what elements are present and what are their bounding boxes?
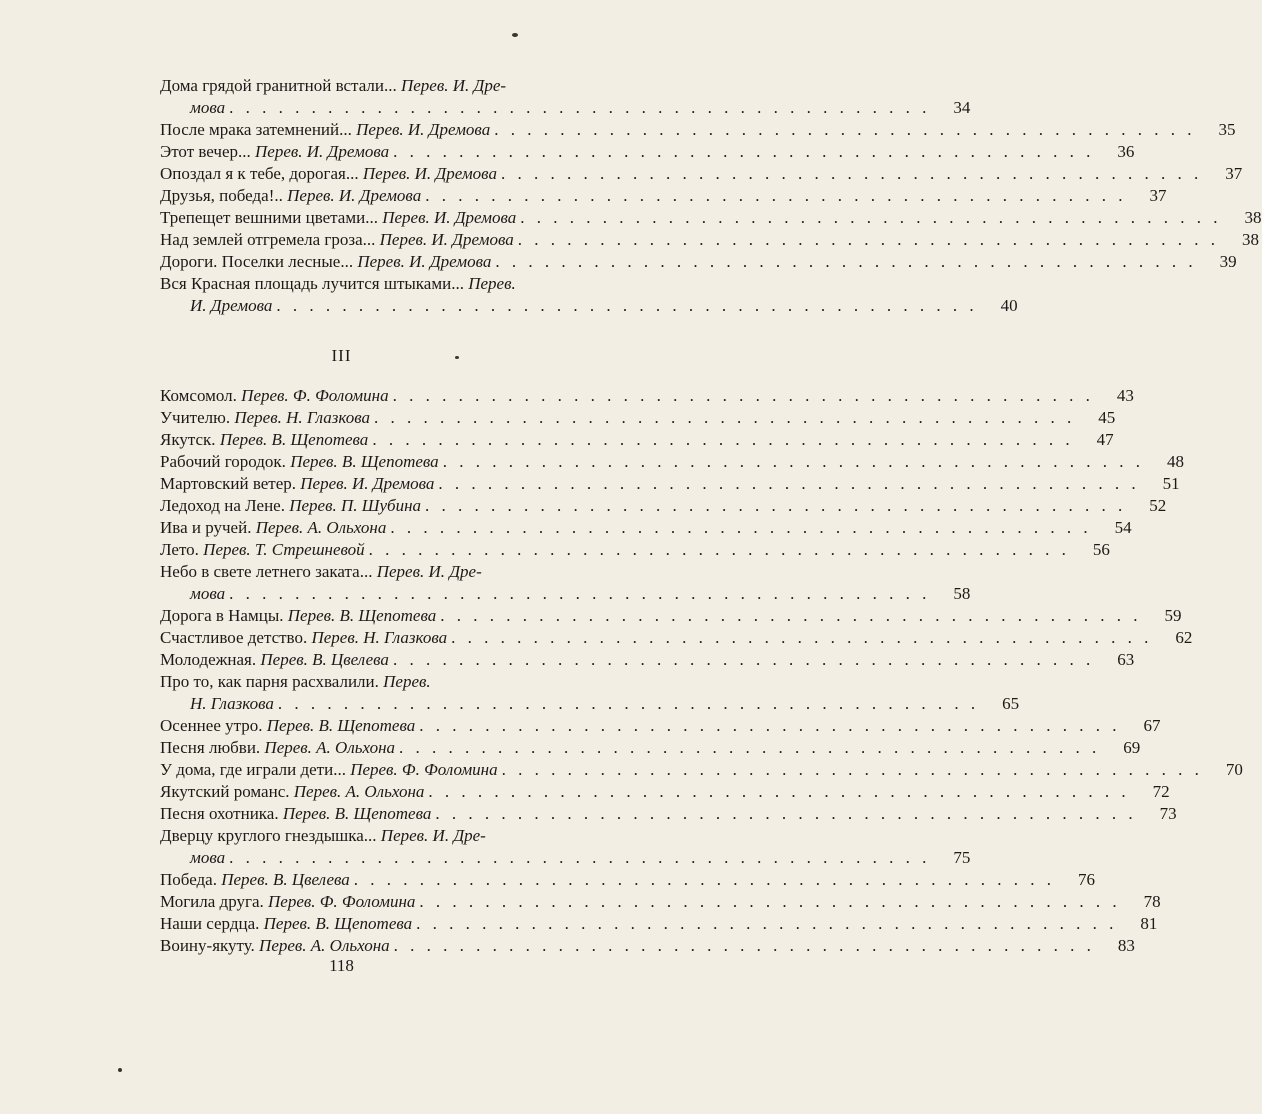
toc-entry [160, 141, 1135, 163]
entry-translator: Перев. В. Щепотева [282, 804, 432, 823]
entry-title: Трепещет вешними цветами... [160, 208, 378, 227]
entry-translator: Перев. И. Дремова [300, 474, 435, 493]
leader-dots: . . . . . . . . . . . . . . . . . . . . . . . . . . . . . . . . . . . . . . . . . . . [229, 848, 931, 867]
entry-title: Ива и ручей. [160, 518, 252, 537]
toc-entry [160, 251, 1237, 273]
entry-translator: Перев. И. Дре- [400, 76, 507, 95]
toc-entry [160, 473, 1180, 495]
entry-text [160, 671, 431, 693]
entry-text [160, 407, 370, 429]
ink-speck [512, 33, 518, 37]
entry-page: 35 [1218, 120, 1236, 139]
entry-translator: Перев. Ф. Фоломина [268, 892, 416, 911]
entry-title: Мартовский ветер. [160, 474, 297, 493]
toc-entry [160, 737, 1141, 759]
entry-text [160, 561, 482, 583]
entry-translator: Перев. В. Щепотева [219, 430, 369, 449]
toc-entry [160, 539, 1110, 561]
entry-text [160, 649, 389, 671]
entry-text [160, 185, 421, 207]
entry-line [160, 185, 1167, 207]
entry-line [160, 251, 1237, 273]
leader-dots: . . . . . . . . . . . . . . . . . . . . . . . . . . . . . . . . . . . . . . . . . . . [495, 252, 1197, 271]
entry-page: 47 [1096, 430, 1114, 449]
entry-title: Осеннее утро. [160, 716, 263, 735]
entry-page: 78 [1143, 892, 1161, 911]
entry-text [160, 119, 490, 141]
entry-page: 81 [1140, 914, 1158, 933]
entry-title: После мрака затемнений... [160, 120, 352, 139]
toc-entry [160, 605, 1182, 627]
leader-dots: . . . . . . . . . . . . . . . . . . . . . . . . . . . . . . . . . . . . . . . . . . . [517, 230, 1219, 249]
entry-title: Песня охотника. [160, 804, 279, 823]
entry-title: Якутский романс. [160, 782, 290, 801]
entry-text [160, 627, 447, 649]
entry-page: 72 [1152, 782, 1170, 801]
toc-entry [160, 649, 1135, 671]
entry-text [160, 759, 498, 781]
entry-line [160, 715, 1161, 737]
entry-translator: Перев. И. Дремова [287, 186, 422, 205]
entry-title: Песня любви. [160, 738, 261, 757]
entry-line [160, 869, 1096, 891]
entry-title: Счастливое детство. [160, 628, 308, 647]
leader-dots: . . . . . . . . . . . . . . . . . . . . . . . . . . . . . . . . . . . . . . . . . . . [520, 208, 1222, 227]
toc-entry [160, 207, 1262, 229]
leader-dots: . . . . . . . . . . . . . . . . . . . . . . . . . . . . . . . . . . . . . . . . . . . [392, 386, 1094, 405]
entry-line-continued [160, 583, 971, 605]
entry-translator-continued: Н. Глазкова [190, 694, 274, 713]
entry-text [160, 385, 389, 407]
entry-title: Над землей отгремела гроза... [160, 230, 376, 249]
entry-text [160, 163, 497, 185]
entry-translator: Перев. А. Ольхона [264, 738, 396, 757]
entry-line [160, 825, 602, 847]
entry-line [160, 495, 1167, 517]
toc-entry [160, 119, 1236, 141]
entry-line [160, 273, 602, 295]
entry-page: 54 [1114, 518, 1132, 537]
leader-dots: . . . . . . . . . . . . . . . . . . . . . . . . . . . . . . . . . . . . . . . . . . . [392, 650, 1095, 669]
entry-line [160, 737, 1141, 759]
entry-title: Победа. [160, 870, 217, 889]
entry-title: Про то, как парня расхвалили. [160, 672, 379, 691]
toc-section-3 [160, 385, 1243, 957]
entry-page: 58 [953, 584, 971, 603]
leader-dots: . . . . . . . . . . . . . . . . . . . . . . . . . . . . . . . . . . . . . . . . . . . [276, 296, 978, 315]
entry-line [160, 207, 1262, 229]
entry-page: 40 [1000, 296, 1018, 315]
leader-dots: . . . . . . . . . . . . . . . . . . . . . . . . . . . . . . . . . . . . . . . . . . . [373, 408, 1076, 427]
toc-entry [160, 627, 1193, 649]
entry-text [160, 737, 395, 759]
leader-dots: . . . . . . . . . . . . . . . . . . . . . . . . . . . . . . . . . . . . . . . . . . . [428, 782, 1130, 801]
entry-page: 36 [1117, 142, 1135, 161]
leader-dots: . . . . . . . . . . . . . . . . . . . . . . . . . . . . . . . . . . . . . . . . . . . [393, 936, 1095, 955]
leader-dots: . . . . . . . . . . . . . . . . . . . . . . . . . . . . . . . . . . . . . . . . . . . [390, 518, 1092, 537]
entry-text [160, 913, 412, 935]
entry-text [160, 539, 365, 561]
entry-translator: Перев. В. Щепотева [263, 914, 413, 933]
entry-line-continued [160, 97, 971, 119]
entry-line [160, 451, 1184, 473]
entry-text [160, 803, 431, 825]
entry-translator: Перев. [383, 672, 431, 691]
entry-text [160, 825, 486, 847]
toc-entry [160, 429, 1114, 451]
entry-line [160, 627, 1193, 649]
entry-page: 43 [1116, 386, 1134, 405]
entry-translator: Перев. Н. Глазкова [234, 408, 370, 427]
leader-dots: . . . . . . . . . . . . . . . . . . . . . . . . . . . . . . . . . . . . . . . . . . . [442, 452, 1144, 471]
entry-translator: Перев. П. Шубина [289, 496, 422, 515]
entry-title: Рабочий городок. [160, 452, 286, 471]
entry-page: 38 [1241, 230, 1259, 249]
toc-entry [160, 495, 1167, 517]
leader-dots: . . . . . . . . . . . . . . . . . . . . . . . . . . . . . . . . . . . . . . . . . . . [393, 142, 1095, 161]
entry-text [160, 517, 386, 539]
entry-title: Этот вечер... [160, 142, 251, 161]
entry-line [160, 671, 602, 693]
entry-page: 76 [1078, 870, 1096, 889]
entry-title: Друзья, победа!.. [160, 186, 283, 205]
entry-page: 34 [953, 98, 971, 117]
leader-dots: . . . . . . . . . . . . . . . . . . . . . . . . . . . . . . . . . . . . . . . . . . . [419, 716, 1121, 735]
toc-entry [160, 407, 1116, 429]
entry-translator: Перев. А. Ольхона [255, 518, 387, 537]
entry-translator: Перев. И. Дремова [362, 164, 497, 183]
entry-translator: Перев. И. Дремова [357, 252, 492, 271]
entry-title: Молодежная. [160, 650, 257, 669]
entry-text [160, 429, 368, 451]
toc-entry [160, 803, 1177, 825]
entry-translator: Перев. И. Дремова [379, 230, 514, 249]
entry-text [160, 451, 439, 473]
entry-text [160, 715, 415, 737]
entry-title: Ледоход на Лене. [160, 496, 285, 515]
entry-page: 62 [1175, 628, 1193, 647]
entry-line-continued [160, 693, 1020, 715]
entry-translator: Перев. [468, 274, 516, 293]
entry-line [160, 605, 1182, 627]
toc-entry [160, 869, 1096, 891]
entry-line [160, 539, 1110, 561]
leader-dots: . . . . . . . . . . . . . . . . . . . . . . . . . . . . . . . . . . . . . . . . . . . [425, 496, 1127, 515]
entry-text [160, 229, 514, 251]
leader-dots: . . . . . . . . . . . . . . . . . . . . . . . . . . . . . . . . . . . . . . . . . . . [425, 186, 1127, 205]
toc-entry [160, 75, 971, 119]
entry-title: Вся Красная площадь лучится штыками... [160, 274, 464, 293]
entry-translator: Перев. И. Дремова [356, 120, 491, 139]
entry-translator: Перев. И. Дре- [380, 826, 486, 845]
entry-text [160, 869, 350, 891]
leader-dots: . . . . . . . . . . . . . . . . . . . . . . . . . . . . . . . . . . . . . . . . . . . [372, 430, 1074, 449]
leader-dots: . . . . . . . . . . . . . . . . . . . . . . . . . . . . . . . . . . . . . . . . . . . [501, 760, 1203, 779]
entry-page: 38 [1244, 208, 1262, 227]
leader-dots: . . . . . . . . . . . . . . . . . . . . . . . . . . . . . . . . . . . . . . . . . . . [451, 628, 1153, 647]
entry-page: 59 [1164, 606, 1182, 625]
entry-translator: Перев. А. Ольхона [293, 782, 425, 801]
entry-translator: Перев. В. Щепотева [290, 452, 439, 471]
entry-line [160, 163, 1243, 185]
entry-title: Могила друга. [160, 892, 264, 911]
toc-entry [160, 825, 971, 869]
ink-speck [118, 1068, 122, 1072]
toc-entry [160, 913, 1158, 935]
entry-line [160, 649, 1135, 671]
entry-translator-continued: мова [190, 584, 226, 603]
entry-title: Дверцу круглого гнездышка... [160, 826, 377, 845]
entry-line [160, 935, 1135, 957]
toc-entry [160, 891, 1161, 913]
entry-text [160, 495, 421, 517]
toc-entry [160, 185, 1167, 207]
section-heading: III [331, 346, 352, 365]
entry-text [160, 891, 415, 913]
toc-entry [160, 229, 1259, 251]
entry-page: 51 [1162, 474, 1180, 493]
leader-dots: . . . . . . . . . . . . . . . . . . . . . . . . . . . . . . . . . . . . . . . . . . . [438, 474, 1140, 493]
toc-entry [160, 759, 1243, 781]
entry-page: 73 [1159, 804, 1177, 823]
entry-text [160, 781, 424, 803]
entry-line [160, 803, 1177, 825]
entry-translator-continued: мова [190, 848, 226, 867]
entry-page: 56 [1092, 540, 1110, 559]
page-number: 118 [329, 956, 354, 975]
entry-page: 52 [1149, 496, 1167, 515]
entry-translator: Перев. Т. Стрешневой [203, 540, 365, 559]
entry-text [160, 473, 434, 495]
toc-section-2-continued [160, 75, 1262, 317]
leader-dots: . . . . . . . . . . . . . . . . . . . . . . . . . . . . . . . . . . . . . . . . . . . [494, 120, 1196, 139]
leader-dots: . . . . . . . . . . . . . . . . . . . . . . . . . . . . . . . . . . . . . . . . . . . [500, 164, 1203, 183]
leader-dots: . . . . . . . . . . . . . . . . . . . . . . . . . . . . . . . . . . . . . . . . . . . [416, 914, 1118, 933]
toc-entry [160, 935, 1135, 957]
leader-dots: . . . . . . . . . . . . . . . . . . . . . . . . . . . . . . . . . . . . . . . . . . . [229, 98, 931, 117]
entry-page: 65 [1002, 694, 1020, 713]
leader-dots: . . . . . . . . . . . . . . . . . . . . . . . . . . . . . . . . . . . . . . . . . . . [440, 606, 1142, 625]
entry-translator: Перев. И. Дремова [255, 142, 390, 161]
entry-title: Дорога в Намцы. [160, 606, 284, 625]
entry-text [160, 75, 506, 97]
entry-translator: Перев. В. Щепотева [287, 606, 437, 625]
toc-entry [160, 671, 1020, 715]
entry-title: Небо в свете летнего заката... [160, 562, 373, 581]
entry-text [160, 251, 491, 273]
entry-line-continued [160, 295, 1018, 317]
entry-page: 67 [1143, 716, 1161, 735]
entry-line [160, 561, 602, 583]
toc-entry [160, 561, 971, 605]
toc-entry [160, 781, 1170, 803]
entry-translator: Перев. В. Щепотева [266, 716, 416, 735]
entry-line [160, 517, 1132, 539]
entry-translator: Перев. И. Дремова [382, 208, 517, 227]
entry-line-continued [160, 847, 971, 869]
toc-entry [160, 385, 1134, 407]
toc-entry [160, 273, 1018, 317]
entry-text [160, 935, 390, 957]
leader-dots: . . . . . . . . . . . . . . . . . . . . . . . . . . . . . . . . . . . . . . . . . . . [229, 584, 931, 603]
entry-title: Комсомол. [160, 386, 237, 405]
entry-line [160, 229, 1259, 251]
entry-title: Якутск. [160, 430, 216, 449]
toc-entry [160, 517, 1132, 539]
entry-page: 70 [1225, 760, 1243, 779]
entry-line [160, 473, 1180, 495]
entry-line [160, 407, 1116, 429]
entry-title: Лето. [160, 540, 199, 559]
entry-translator: Перев. А. Ольхона [259, 936, 390, 955]
entry-line [160, 385, 1134, 407]
entry-text [160, 273, 516, 295]
entry-page: 83 [1117, 936, 1135, 955]
leader-dots: . . . . . . . . . . . . . . . . . . . . . . . . . . . . . . . . . . . . . . . . . . . [435, 804, 1137, 823]
toc-entry [160, 451, 1184, 473]
entry-line [160, 75, 602, 97]
toc-entry [160, 163, 1243, 185]
entry-title: У дома, где играли дети... [160, 760, 346, 779]
entry-line [160, 891, 1161, 913]
leader-dots: . . . . . . . . . . . . . . . . . . . . . . . . . . . . . . . . . . . . . . . . . . . [277, 694, 980, 713]
entry-page: 48 [1166, 452, 1184, 471]
entry-translator: Перев. Ф. Фоломина [241, 386, 389, 405]
entry-page: 45 [1098, 408, 1116, 427]
entry-line [160, 913, 1158, 935]
entry-page: 63 [1117, 650, 1135, 669]
entry-title: Учителю. [160, 408, 231, 427]
entry-page: 37 [1149, 186, 1167, 205]
entry-line [160, 141, 1135, 163]
entry-text [160, 141, 389, 163]
entry-translator-continued: мова [190, 98, 226, 117]
entry-title: Опоздал я к тебе, дорогая... [160, 164, 359, 183]
entry-line [160, 429, 1114, 451]
entry-translator: Перев. В. Цвелева [221, 870, 350, 889]
leader-dots: . . . . . . . . . . . . . . . . . . . . . . . . . . . . . . . . . . . . . . . . . . . [419, 892, 1121, 911]
entry-line [160, 781, 1170, 803]
entry-page: 39 [1219, 252, 1237, 271]
entry-title: Наши сердца. [160, 914, 260, 933]
entry-text [160, 207, 516, 229]
entry-translator: Перев. В. Цвелева [260, 650, 389, 669]
entry-page: 69 [1123, 738, 1141, 757]
entry-line [160, 759, 1243, 781]
entry-text [160, 605, 436, 627]
toc-entry [160, 715, 1161, 737]
leader-dots: . . . . . . . . . . . . . . . . . . . . . . . . . . . . . . . . . . . . . . . . . . . [353, 870, 1056, 889]
entry-translator: Перев. И. Дре- [376, 562, 482, 581]
entry-page: 37 [1225, 164, 1243, 183]
entry-line [160, 119, 1236, 141]
entry-translator: Перев. Н. Глазкова [311, 628, 448, 647]
entry-translator-continued: И. Дремова [190, 296, 273, 315]
entry-page: 75 [953, 848, 971, 867]
entry-title: Дороги. Поселки лесные... [160, 252, 354, 271]
entry-translator: Перев. Ф. Фоломина [350, 760, 498, 779]
leader-dots: . . . . . . . . . . . . . . . . . . . . . . . . . . . . . . . . . . . . . . . . . . . [399, 738, 1101, 757]
leader-dots: . . . . . . . . . . . . . . . . . . . . . . . . . . . . . . . . . . . . . . . . . . . [368, 540, 1070, 559]
entry-title: Дома грядой гранитной встали... [160, 76, 397, 95]
entry-title: Воину-якуту. [160, 936, 255, 955]
